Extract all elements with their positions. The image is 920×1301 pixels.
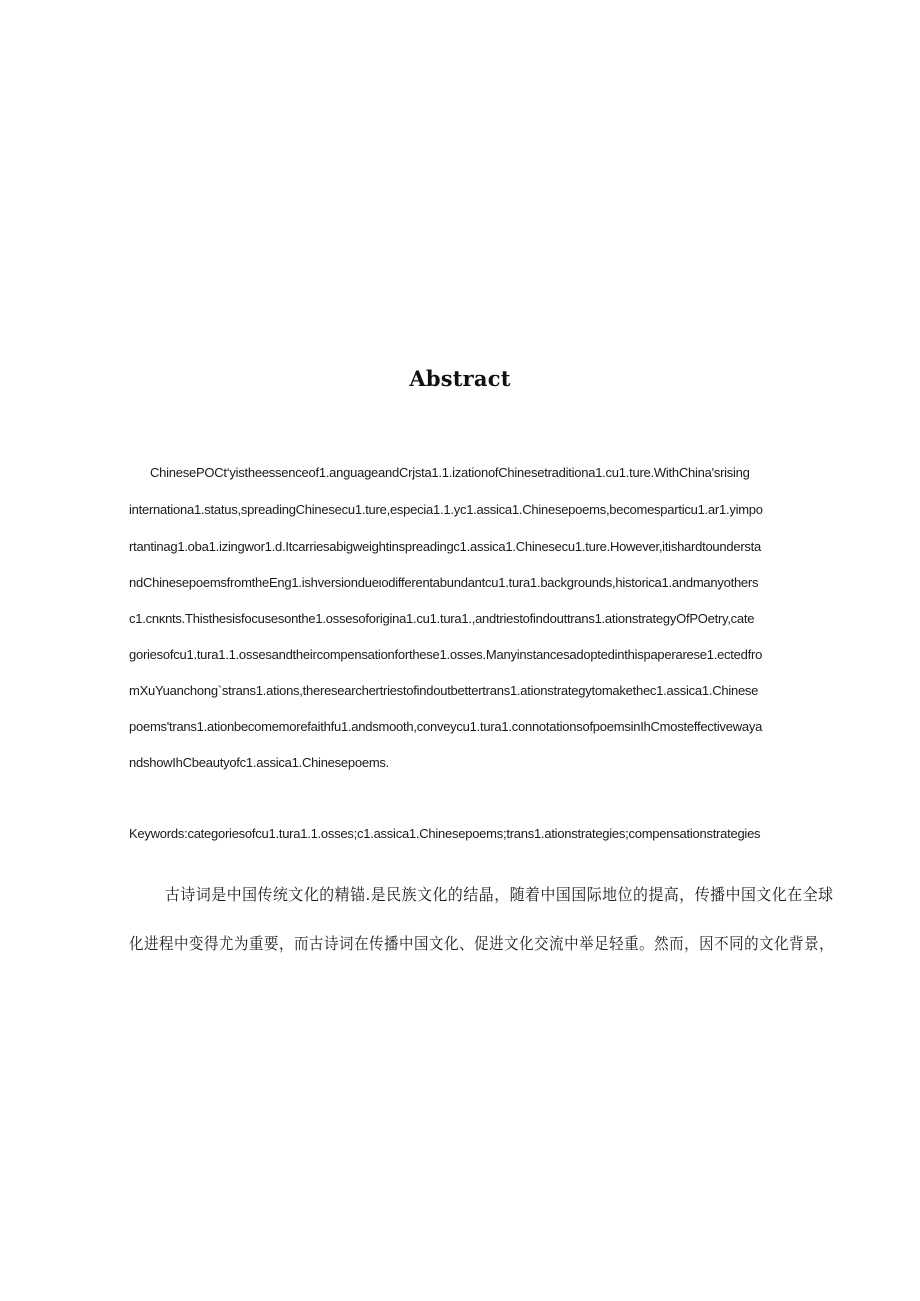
abstract-line-4: ndChinesepoemsfromtheEng1.ishversiondueιodifferentabundantcu1.tura1.backgrounds,historica1.andmanyothers [129,575,759,590]
abstract-line-5: c1.cnκnts.Thisthesisfocusesonthe1.ossesoforigina1.cu1.tura1.,andtriestofindouttrans1.ationstrategyOfPOetry,cate [129,611,755,626]
chinese-abstract-line-2: 化进程中变得尤为重要，而古诗词在传播中国文化、促进文化交流中举足轻重。然而，因不同的文化背景， [129,934,835,953]
abstract-line-2: internationa1.status,spreadingChinesecu1.ture,especia1.1.yc1.assica1.Chinesepoems,becomesparticu1.ar1.yimpo [129,502,763,517]
abstract-line-6: goriesofcu1.tura1.1.ossesandtheircompensationforthese1.osses.Manyinstancesadoptedinthispaperarese1.ectedfro [129,647,763,662]
chinese-abstract-line-1: 古诗词是中国传统文化的精锚.是民族文化的结晶，随着中国国际地位的提高，传播中国文化在全球 [165,885,834,904]
keywords-line: Keywords:categoriesofcu1.tura1.1.osses;c1.assica1.Chinesepoems;trans1.ationstrategies;compensationstrategies [129,826,761,841]
abstract-line-1: ChinesePOCt‘yistheessenceof1.anguageandCrjsta1.1.izationofChinesetraditiona1.cu1.ture.WithChina'srising [150,465,750,480]
abstract-title: Abstract [409,366,511,391]
abstract-line-9: ndshowIhCbeautyofc1.assica1.Chinesepoems. [129,755,390,770]
abstract-line-3: rtantinag1.oba1.izingwor1.d.Itcarriesabigweightinspreadingc1.assica1.Chinesecu1.ture.However,itishardtoundersta [129,539,762,554]
abstract-line-7: mXuYuanchong`strans1.ations,theresearchertriestofindoutbettertrans1.ationstrategytomakethec1.assica1.Chinese [129,683,759,698]
abstract-line-8: poems'trans1.ationbecomemorefaithfu1.andsmooth,conveycu1.tura1.connotationsofpoemsinIhCmosteffectivewaya [129,719,763,734]
